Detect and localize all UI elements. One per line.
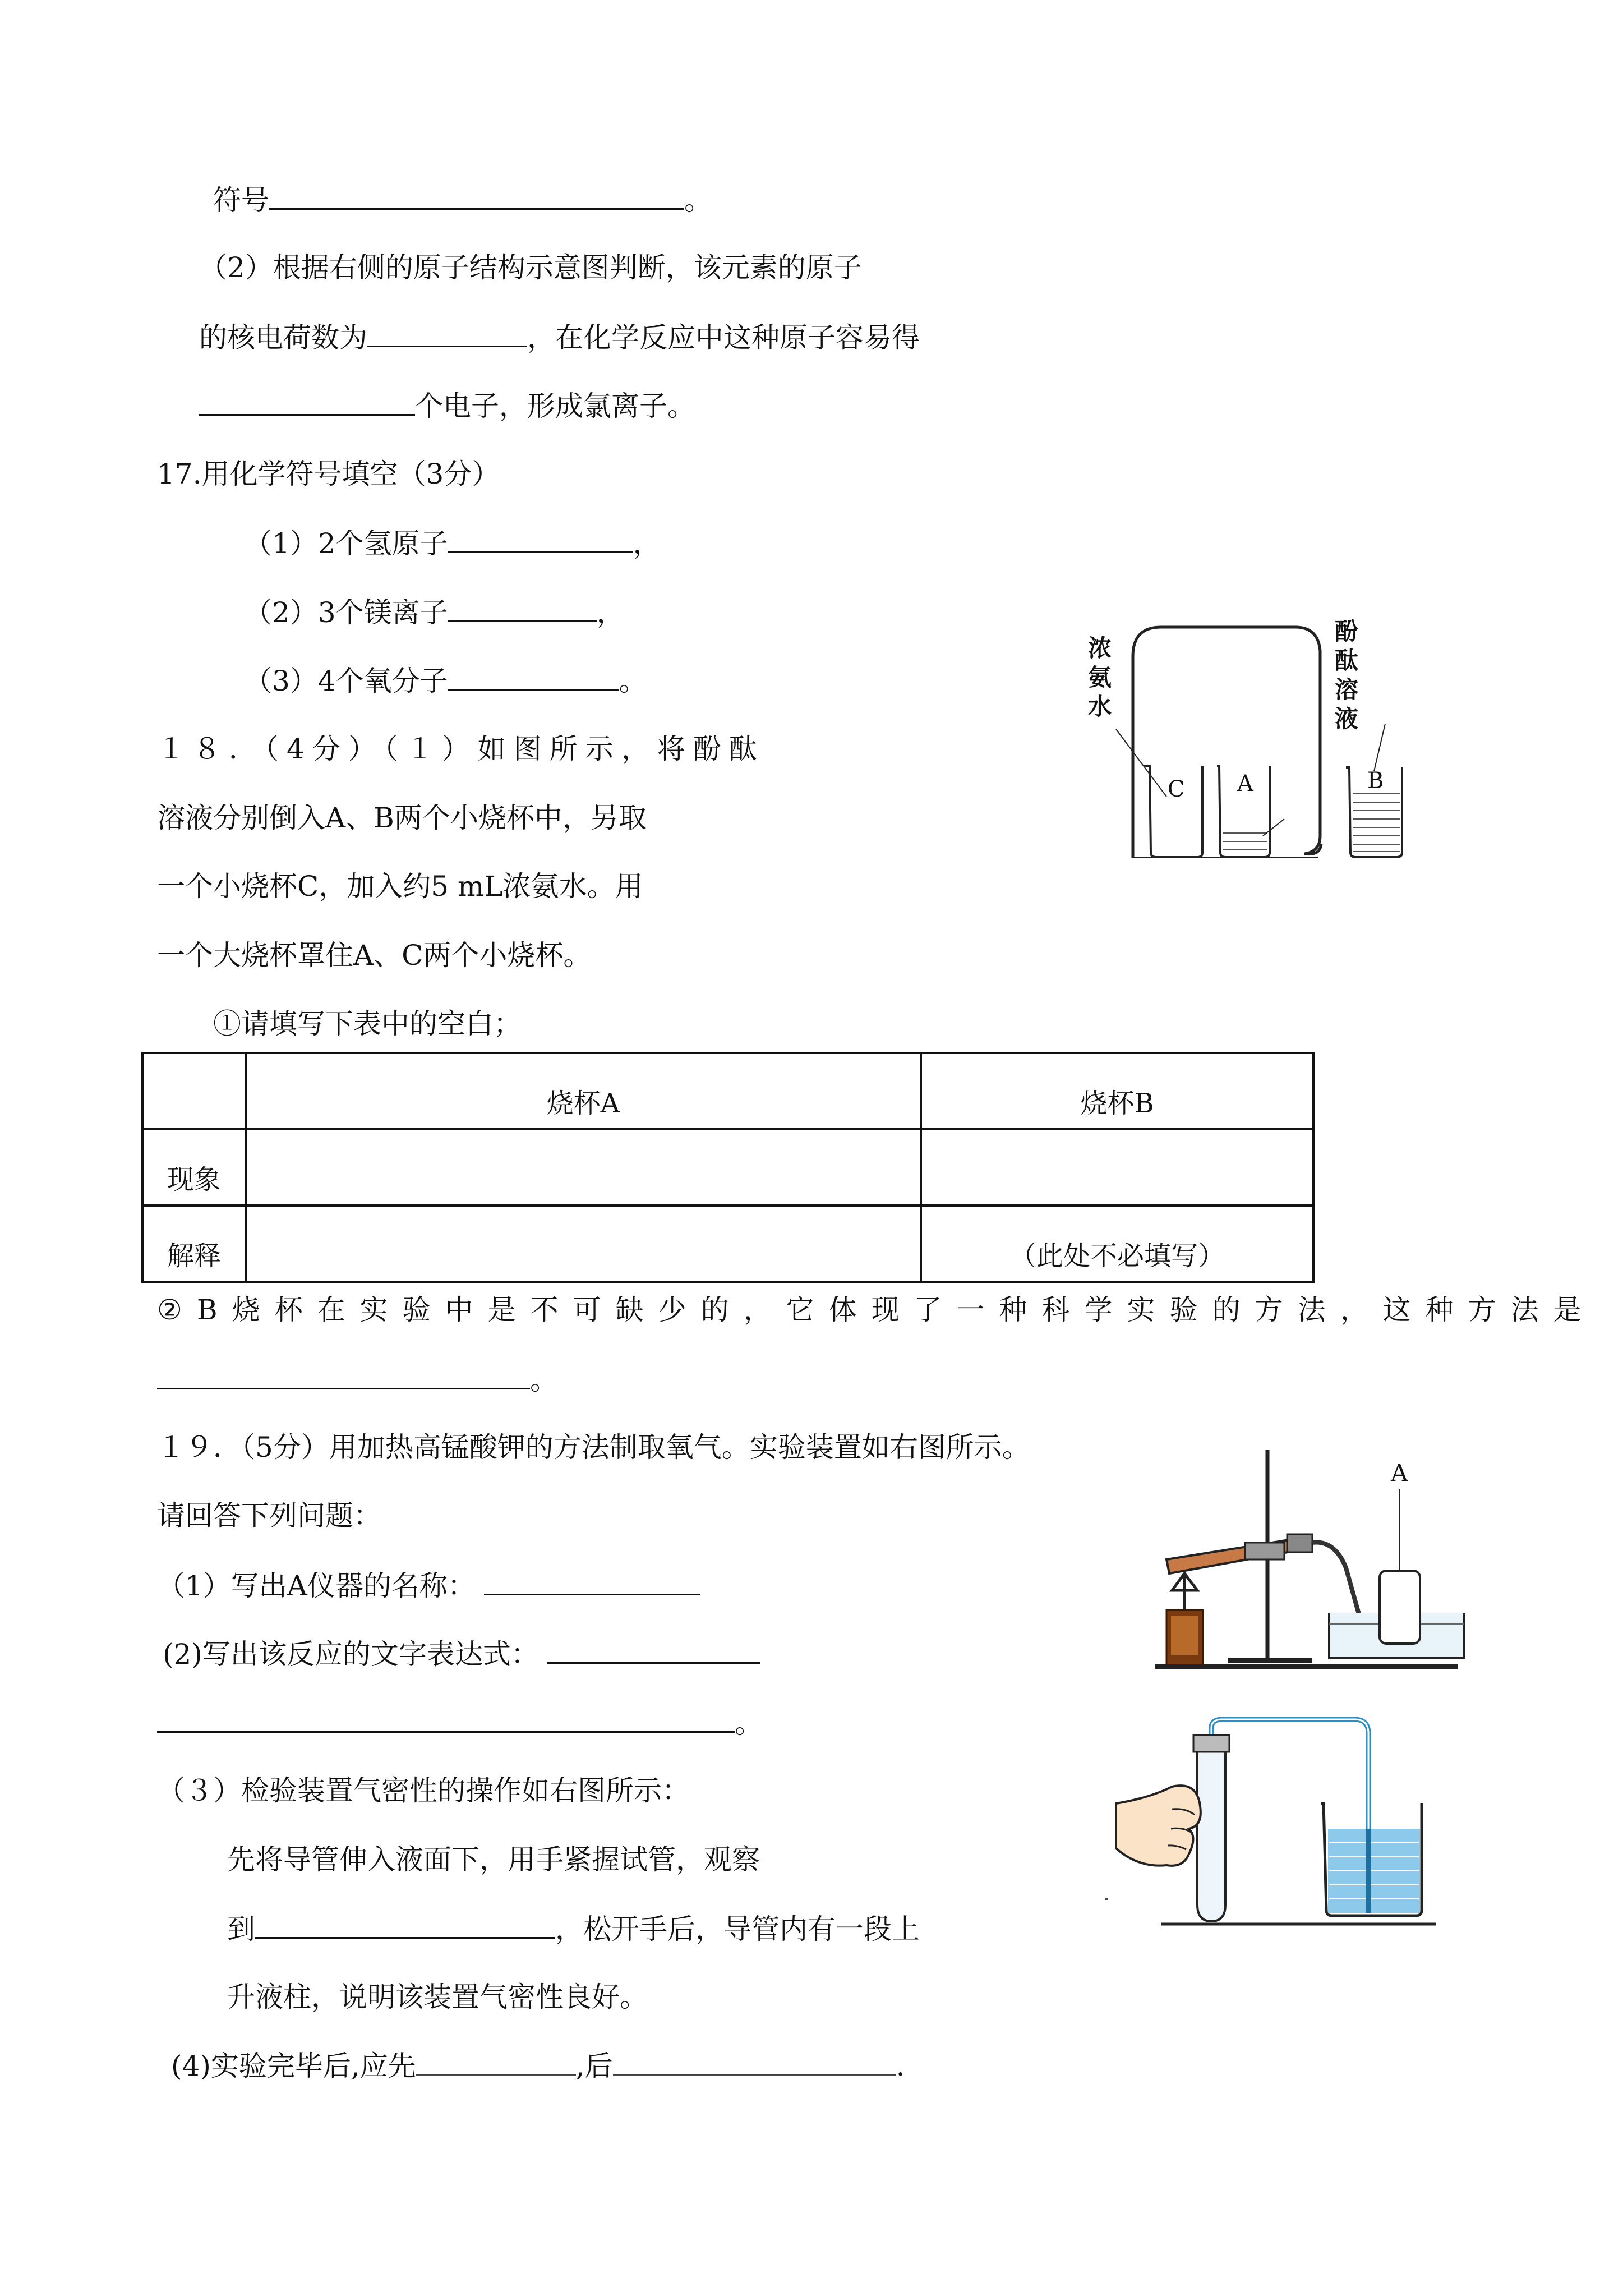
q18-line2: 溶液分别倒入A、B两个小烧杯中，另取 [157, 802, 647, 834]
phenomenon-b-cell[interactable] [921, 1129, 1313, 1205]
beaker-a-label: A [1237, 771, 1253, 797]
table-row [142, 1129, 1313, 1205]
test-tube-held [1197, 1747, 1225, 1921]
instrument-a-blank[interactable] [484, 1568, 700, 1595]
q16-symbol-label: 符号 [213, 184, 269, 217]
apparatus-a-label: A [1391, 1459, 1408, 1487]
hydrogen-atoms-blank[interactable] [448, 526, 633, 553]
q17-title: 17.用化学符号填空（3分） [157, 458, 500, 490]
q17-item1: （1）2个氢原子 ， [244, 526, 661, 560]
q18-line3: 一个小烧杯C，加入约5 mL浓氨水。用 [157, 870, 643, 903]
phenolphthalein-label: 酚酞溶液 [1335, 618, 1359, 733]
phenomenon-a-cell[interactable] [246, 1129, 921, 1205]
method-blank[interactable] [157, 1362, 530, 1389]
q16-line3: 的核电荷数为 ，在化学反应中这种原子容易得 [199, 320, 920, 355]
explanation-a-cell[interactable] [246, 1205, 921, 1282]
q16-part2: （2）根据右侧的原子结构示意图判断，该元素的原子 [199, 251, 862, 284]
oxygen-apparatus-figure [1144, 1444, 1475, 1669]
beaker-c-label: C [1168, 776, 1185, 802]
word-equation-blank1[interactable] [547, 1636, 760, 1664]
observation-blank[interactable] [255, 1911, 555, 1939]
q19-prompt: 请回答下列问题： [157, 1499, 381, 1532]
magnesium-ions-blank[interactable] [448, 595, 597, 622]
word-equation-blank2[interactable] [157, 1705, 735, 1733]
second-step-blank[interactable] [613, 2049, 896, 2076]
table-corner-cell [142, 1053, 246, 1129]
q19-title: １９．（5分）用加热高锰酸钾的方法制取氧气。实验装置如右图所示。 [157, 1431, 1030, 1464]
q16-line1: 符号 。 [213, 182, 712, 217]
q18-line4: 一个大烧杯罩住A、C两个小烧杯。 [157, 939, 592, 972]
table-header-a: 烧杯A [246, 1053, 921, 1129]
observation-table [141, 1052, 1315, 1283]
beaker-b-label: B [1367, 768, 1384, 794]
q19-part4: (4)实验完毕后,应先 ,后 . [171, 2050, 905, 2082]
q17-item3: （3）4个氧分子 。 [244, 663, 647, 698]
airtightness-check-figure [1105, 1708, 1441, 1927]
q16-line4: 个电子，形成氯离子。 [199, 388, 695, 423]
q18-line1: １８．（4分）（１）如图所示，将酚酞 [157, 733, 765, 765]
q19-part3-l4: 升液柱，说明该装置气密性良好。 [227, 1981, 648, 2013]
q17-item2: （2）3个镁离子 ， [244, 595, 625, 629]
q18-sub1: ①请填写下表中的空白； [213, 1007, 522, 1040]
electron-count-blank[interactable] [199, 388, 415, 416]
table-header-b: 烧杯B [921, 1053, 1313, 1129]
q19-part3: （３）检验装置气密性的操作如右图所示： [157, 1774, 690, 1807]
q19-part2: (2)写出该反应的文字表达式： [163, 1636, 760, 1671]
q19-part3-l2: 先将导管伸入液面下，用手紧握试管，观察 [227, 1843, 760, 1876]
ammonia-diffusion-figure [1082, 611, 1419, 858]
q18-method-line: 。 [157, 1362, 558, 1397]
oxygen-molecules-blank[interactable] [448, 663, 619, 691]
q16-symbol-blank[interactable] [269, 182, 684, 210]
table-header-row [142, 1053, 1313, 1129]
large-beaker [1133, 627, 1321, 858]
q19-part1: （1）写出A仪器的名称： [157, 1568, 700, 1603]
q19-part3-l3: 到 ，松开手后，导管内有一段上 [227, 1911, 920, 1946]
row-label-explanation: 解释 [142, 1205, 246, 1282]
hand [1116, 1786, 1201, 1866]
gas-collecting-bottle [1380, 1571, 1420, 1644]
explanation-b-note: （此处不必填写） [921, 1205, 1313, 1282]
q18-sub2: ②B烧杯在实验中是不可缺少的，它体现了一种科学实验的方法，这种方法是 [157, 1294, 1596, 1326]
first-step-blank[interactable] [416, 2049, 576, 2076]
row-label-phenomenon: 现象 [142, 1129, 246, 1205]
ammonia-label: 浓氨水 [1088, 634, 1112, 720]
table-row [142, 1205, 1313, 1282]
q19-part2-cont: 。 [157, 1705, 763, 1740]
nuclear-charge-blank[interactable] [367, 320, 527, 347]
